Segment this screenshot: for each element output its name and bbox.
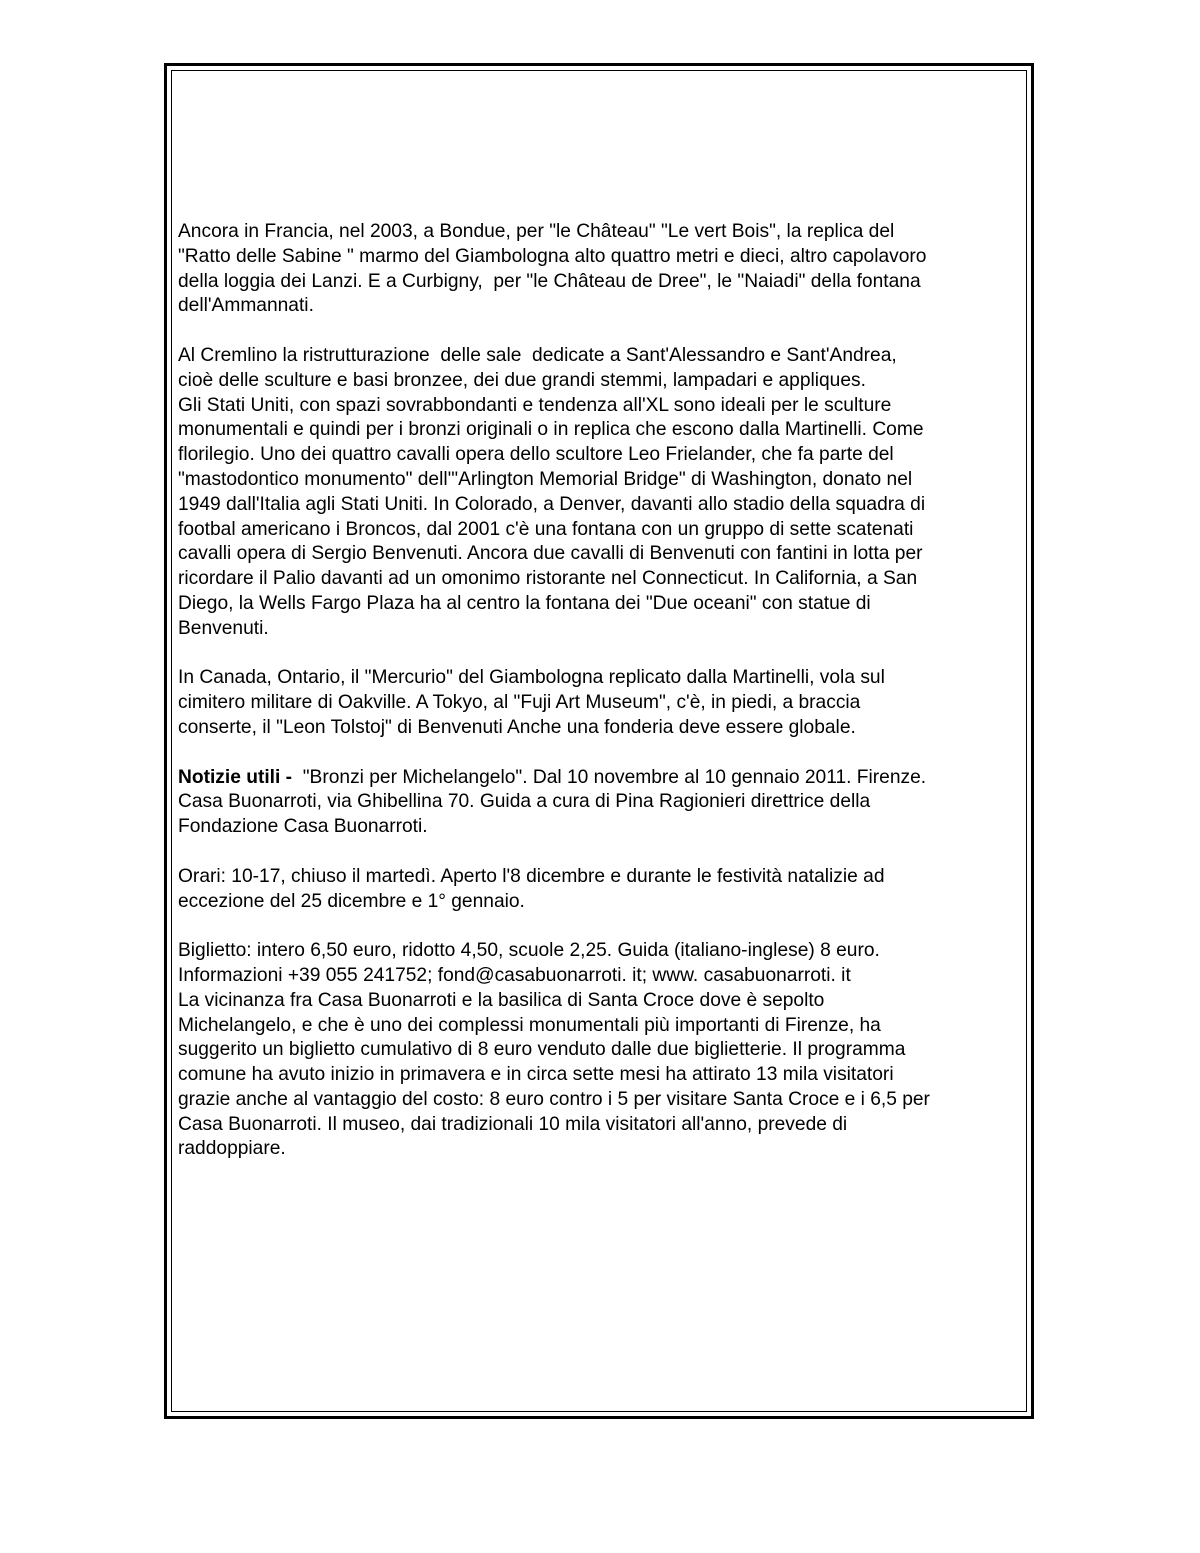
paragraph-orari [178, 865, 1028, 915]
text-line: cavalli opera di Sergio Benvenuti. Ancora due cavalli di Benvenuti con fantini in lotta per [178, 543, 923, 565]
text-line: cimitero militare di Oakville. A Tokyo, al "Fuji Art Museum", c'è, in piedi, a braccia [178, 692, 861, 714]
text-line: In Canada, Ontario, il "Mercurio" del Giambologna replicato dalla Martinelli, vola sul [178, 667, 885, 689]
text-line: Gli Stati Uniti, con spazi sovrabbondanti e tendenza all'XL sono ideali per le sculture [178, 394, 892, 416]
text-line: monumentali e quindi per i bronzi originali o in replica che escono dalla Martinelli. Come [178, 419, 924, 441]
text-line: della loggia dei Lanzi. E a Curbigny, per "le Château de Dree", le "Naiadi" della fontana [178, 270, 921, 292]
text-line: "Ratto delle Sabine " marmo del Giambologna alto quattro metri e dieci, altro capolavoro [178, 245, 927, 267]
text-line: Fondazione Casa Buonarroti. [178, 816, 428, 838]
text-line: Al Cremlino la ristrutturazione delle sale dedicate a Sant'Alessandro e Sant'Andrea, [178, 344, 897, 366]
paragraph-francia [178, 220, 1028, 319]
text-line: Casa Buonarroti. Il museo, dai tradizionali 10 mila visitatori all'anno, prevede di [178, 1113, 848, 1135]
notizie-utili-text: "Bronzi per Michelangelo". Dal 10 novembre al 10 gennaio 2011. Firenze. [297, 766, 927, 788]
text-line: Biglietto: intero 6,50 euro, ridotto 4,50, scuole 2,25. Guida (italiano-inglese) 8 euro. [178, 940, 880, 962]
text-line: Casa Buonarroti, via Ghibellina 70. Guida a cura di Pina Ragionieri direttrice della [178, 791, 871, 813]
text-line: comune ha avuto inizio in primavera e in circa sette mesi ha attirato 13 mila visitatori [178, 1064, 894, 1086]
text-line: Diego, la Wells Fargo Plaza ha al centro la fontana dei "Due oceani" con statue di [178, 592, 871, 614]
paragraph-biglietto [178, 939, 1028, 1162]
text-line: Benvenuti. [178, 617, 269, 639]
text-line: Michelangelo, e che è uno dei complessi monumentali più importanti di Firenze, ha [178, 1014, 881, 1036]
text-line: ricordare il Palio davanti ad un omonimo ristorante nel Connecticut. In California, a San [178, 568, 918, 590]
text-line: grazie anche al vantaggio del costo: 8 euro contro i 5 per visitare Santa Croce e i 6,5 per [178, 1088, 930, 1110]
text-line: "mastodontico monumento" dell'"Arlington Memorial Bridge" di Washington, donato nel [178, 468, 913, 490]
text-line: Ancora in Francia, nel 2003, a Bondue, per "le Château" "Le vert Bois", la replica del [178, 221, 895, 242]
text-line: footbal americano i Broncos, dal 2001 c'è una fontana con un gruppo di sette scatenati [178, 518, 914, 540]
paragraph-canada-tokyo [178, 666, 1028, 740]
notizie-utili-heading: Notizie utili - [178, 766, 298, 788]
text-line: Informazioni +39 055 241752; fond@casabuonarroti. it; www. casabuonarroti. it [178, 964, 851, 986]
text-line: dell'Ammannati. [178, 295, 314, 317]
paragraph-cremlino-stati-uniti [178, 344, 1028, 642]
text-line: Orari: 10-17, chiuso il martedì. Aperto l'8 dicembre e durante le festività natalizie ad [178, 865, 885, 887]
text-line [178, 766, 1028, 791]
paragraph-notizie-utili [178, 766, 1028, 840]
text-line: cioè delle sculture e basi bronzee, dei due grandi stemmi, lampadari e appliques. [178, 369, 866, 391]
text-line: La vicinanza fra Casa Buonarroti e la basilica di Santa Croce dove è sepolto [178, 989, 825, 1011]
text-line: eccezione del 25 dicembre e 1° gennaio. [178, 890, 525, 912]
text-line: suggerito un biglietto cumulativo di 8 euro venduto dalle due biglietterie. Il programma [178, 1039, 906, 1061]
article-body [178, 220, 1028, 1162]
text-line: raddoppiare. [178, 1138, 286, 1160]
text-line: 1949 dall'Italia agli Stati Uniti. In Colorado, a Denver, davanti allo stadio della squadra di [178, 493, 926, 515]
text-line: conserte, il "Leon Tolstoj" di Benvenuti Anche una fonderia deve essere globale. [178, 716, 856, 738]
text-line: florilegio. Uno dei quattro cavalli opera dello scultore Leo Frielander, che fa parte del [178, 444, 894, 466]
